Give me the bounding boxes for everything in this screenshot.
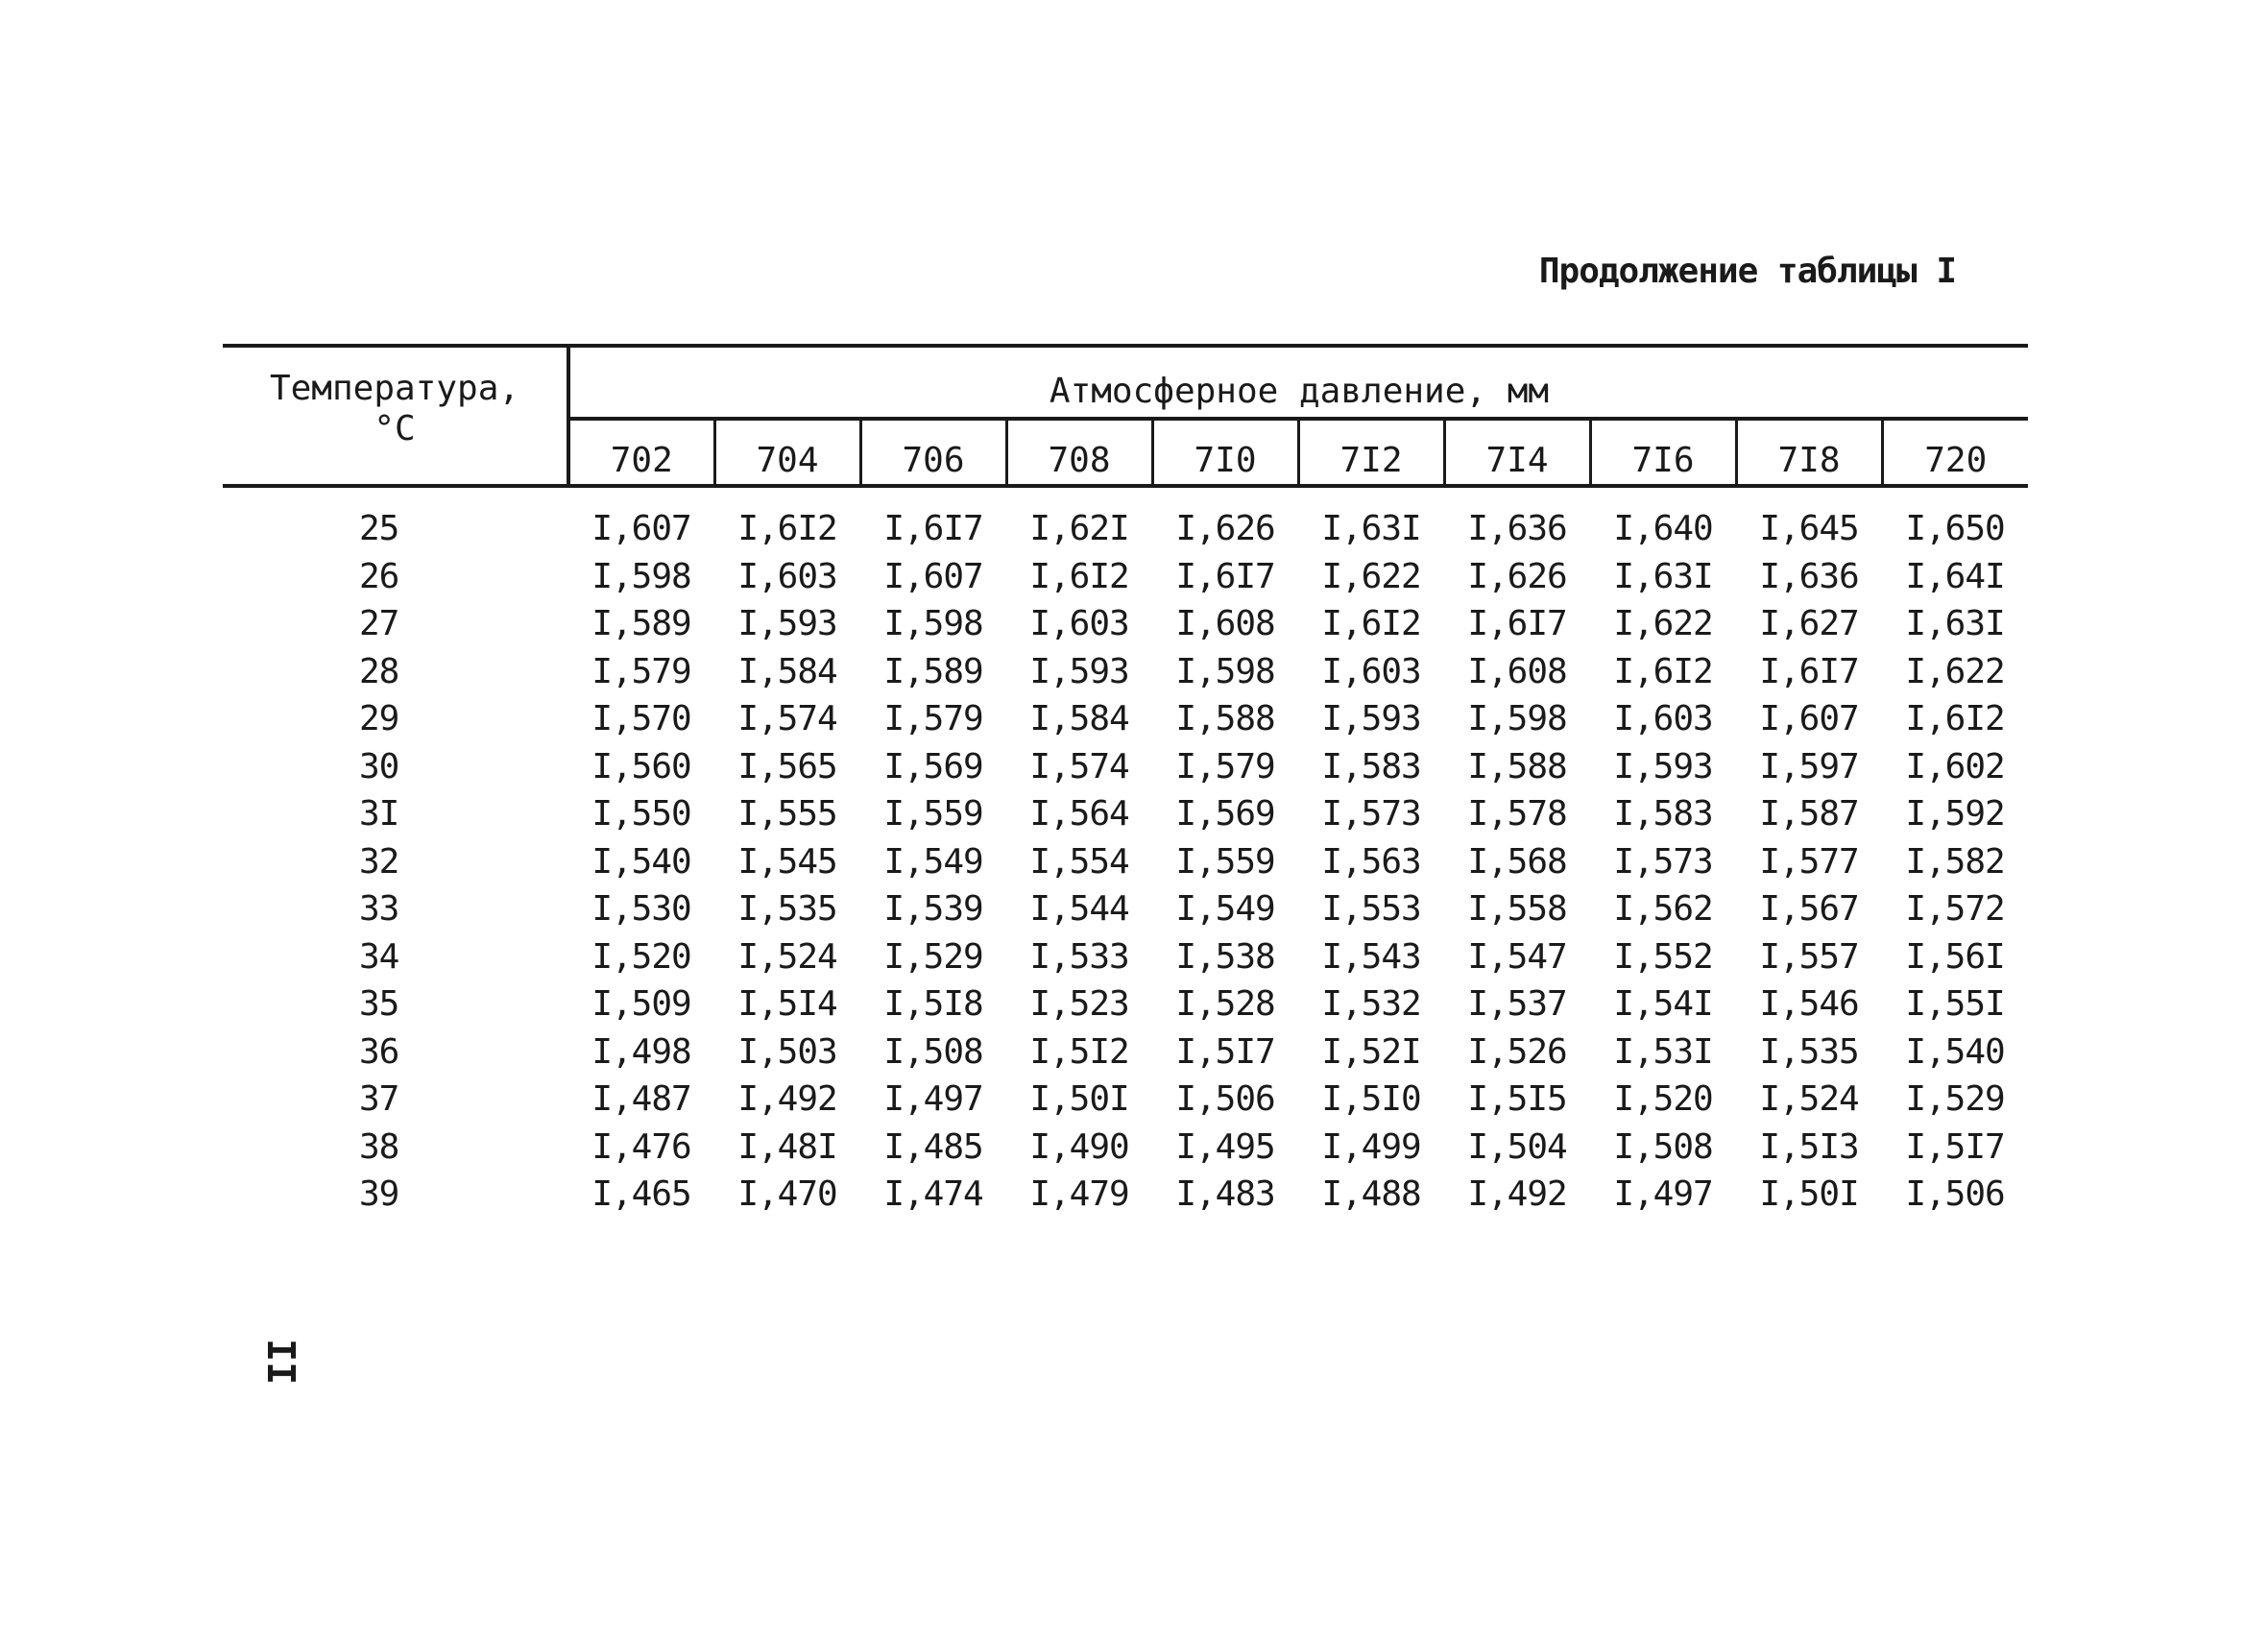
- pressure-header-cell: 702: [568, 419, 714, 486]
- value-cell: I,582: [1905, 841, 2005, 882]
- value-cell: I,579: [1175, 746, 1275, 786]
- value-cell: I,488: [1321, 1174, 1421, 1215]
- pressure-header-cell: 708: [1006, 419, 1152, 486]
- value-cell: I,498: [591, 1031, 691, 1072]
- value-cell: I,552: [1613, 936, 1713, 977]
- value-cell: I,524: [1759, 1079, 1859, 1120]
- value-cell: I,593: [737, 604, 837, 644]
- value-cell: I,593: [1029, 651, 1129, 691]
- value-cell: I,474: [883, 1174, 983, 1215]
- value-cell: I,55I: [1905, 984, 2005, 1025]
- value-cell: I,603: [1029, 604, 1129, 644]
- value-cell: I,509: [591, 984, 691, 1025]
- value-cell: I,63I: [1905, 604, 2005, 644]
- value-cell: I,636: [1759, 556, 1859, 596]
- value-cell: I,593: [1613, 746, 1713, 786]
- table-caption: Продолжение таблицы I: [1538, 252, 1956, 291]
- value-cell: I,603: [1613, 699, 1713, 739]
- value-cell: I,626: [1175, 509, 1275, 549]
- value-cell: I,476: [591, 1126, 691, 1167]
- table-row: [223, 743, 2028, 791]
- value-cell: I,567: [1759, 889, 1859, 930]
- table-row: [223, 486, 2028, 553]
- value-cell: I,587: [1759, 794, 1859, 835]
- value-cell: I,5I7: [1905, 1126, 2005, 1167]
- value-cell: I,6I7: [1467, 604, 1567, 644]
- temperature-cell: 38: [359, 1126, 399, 1167]
- value-cell: I,579: [883, 699, 983, 739]
- table-row: [223, 553, 2028, 601]
- table-body: [223, 486, 2028, 1219]
- value-cell: I,627: [1759, 604, 1859, 644]
- value-cell: I,53I: [1613, 1031, 1713, 1072]
- temperature-cell: 3I: [359, 794, 399, 835]
- value-cell: I,577: [1759, 841, 1859, 882]
- value-cell: I,523: [1029, 984, 1129, 1025]
- value-cell: I,508: [1613, 1126, 1713, 1167]
- value-cell: I,50I: [1759, 1174, 1859, 1215]
- value-cell: I,537: [1467, 984, 1567, 1025]
- pressure-header-cell: 704: [714, 419, 860, 486]
- value-cell: I,608: [1175, 604, 1275, 644]
- value-cell: I,540: [1905, 1031, 2005, 1072]
- value-cell: I,64I: [1905, 556, 2005, 596]
- value-cell: I,52I: [1321, 1031, 1421, 1072]
- value-cell: I,470: [737, 1174, 837, 1215]
- value-cell: I,598: [883, 604, 983, 644]
- value-cell: I,563: [1321, 841, 1421, 882]
- table-row: [223, 695, 2028, 743]
- value-cell: I,485: [883, 1126, 983, 1167]
- value-cell: I,555: [737, 794, 837, 835]
- value-cell: I,558: [1467, 889, 1567, 930]
- value-cell: I,526: [1467, 1031, 1567, 1072]
- pressure-header-cell: 706: [860, 419, 1006, 486]
- table-row: [223, 1076, 2028, 1124]
- value-cell: I,559: [1175, 841, 1275, 882]
- data-table-container: [223, 344, 2028, 1219]
- value-cell: I,549: [883, 841, 983, 882]
- value-cell: I,508: [883, 1031, 983, 1072]
- value-cell: I,6I7: [883, 509, 983, 549]
- value-cell: I,568: [1467, 841, 1567, 882]
- value-cell: I,535: [737, 889, 837, 930]
- temperature-cell: 35: [359, 984, 399, 1025]
- value-cell: I,574: [1029, 746, 1129, 786]
- value-cell: I,589: [591, 604, 691, 644]
- value-cell: I,578: [1467, 794, 1567, 835]
- table-row: [223, 1171, 2028, 1219]
- value-cell: I,5I5: [1467, 1079, 1567, 1120]
- value-cell: I,573: [1321, 794, 1421, 835]
- value-cell: I,598: [1175, 651, 1275, 691]
- value-cell: I,63I: [1613, 556, 1713, 596]
- value-cell: I,557: [1759, 936, 1859, 977]
- value-cell: I,487: [591, 1079, 691, 1120]
- value-cell: I,598: [1467, 699, 1567, 739]
- density-table: [223, 344, 2028, 1219]
- table-row: [223, 790, 2028, 838]
- table-row: [223, 600, 2028, 648]
- value-cell: I,506: [1175, 1079, 1275, 1120]
- value-cell: I,543: [1321, 936, 1421, 977]
- value-cell: I,592: [1905, 794, 2005, 835]
- value-cell: I,645: [1759, 509, 1859, 549]
- temperature-cell: 30: [359, 746, 399, 786]
- value-cell: I,588: [1175, 699, 1275, 739]
- value-cell: I,492: [1467, 1174, 1567, 1215]
- value-cell: I,54I: [1613, 984, 1713, 1025]
- value-cell: I,6I2: [1905, 699, 2005, 739]
- value-cell: I,640: [1613, 509, 1713, 549]
- value-cell: I,497: [1613, 1174, 1713, 1215]
- value-cell: I,626: [1467, 556, 1567, 596]
- value-cell: I,597: [1759, 746, 1859, 786]
- value-cell: I,497: [883, 1079, 983, 1120]
- value-cell: I,6I2: [1613, 651, 1713, 691]
- temperature-cell: 37: [359, 1079, 399, 1120]
- value-cell: I,529: [883, 936, 983, 977]
- value-cell: I,608: [1467, 651, 1567, 691]
- value-cell: I,549: [1175, 889, 1275, 930]
- value-cell: I,572: [1905, 889, 2005, 930]
- value-cell: I,546: [1759, 984, 1859, 1025]
- value-cell: I,495: [1175, 1126, 1275, 1167]
- value-cell: I,63I: [1321, 509, 1421, 549]
- value-cell: I,5I7: [1175, 1031, 1275, 1072]
- value-cell: I,565: [737, 746, 837, 786]
- value-cell: I,56I: [1905, 936, 2005, 977]
- pressure-header-cell: 7I0: [1152, 419, 1298, 486]
- value-cell: I,540: [591, 841, 691, 882]
- temperature-cell: 33: [359, 889, 399, 930]
- value-cell: I,622: [1321, 556, 1421, 596]
- value-cell: I,593: [1321, 699, 1421, 739]
- value-cell: I,574: [737, 699, 837, 739]
- value-cell: I,547: [1467, 936, 1567, 977]
- value-cell: I,465: [591, 1174, 691, 1215]
- temperature-cell: 39: [359, 1174, 399, 1215]
- table-row: [223, 885, 2028, 933]
- pressure-header-cell: 7I8: [1736, 419, 1882, 486]
- value-cell: I,532: [1321, 984, 1421, 1025]
- table-row: [223, 933, 2028, 981]
- value-cell: I,535: [1759, 1031, 1859, 1072]
- temperature-unit-label: °C: [374, 409, 416, 448]
- value-cell: I,506: [1905, 1174, 2005, 1215]
- value-cell: I,6I2: [1321, 604, 1421, 644]
- value-cell: I,588: [1467, 746, 1567, 786]
- value-cell: I,533: [1029, 936, 1129, 977]
- value-cell: I,479: [1029, 1174, 1129, 1215]
- table-row: [223, 838, 2028, 886]
- value-cell: I,579: [591, 651, 691, 691]
- pressure-header-cell: 7I6: [1590, 419, 1736, 486]
- temperature-cell: 25: [359, 509, 399, 549]
- value-cell: I,529: [1905, 1079, 2005, 1120]
- value-cell: I,528: [1175, 984, 1275, 1025]
- value-cell: I,602: [1905, 746, 2005, 786]
- value-cell: I,603: [737, 556, 837, 596]
- value-cell: I,5I2: [1029, 1031, 1129, 1072]
- value-cell: I,607: [591, 509, 691, 549]
- value-cell: I,6I2: [1029, 556, 1129, 596]
- value-cell: I,6I2: [737, 509, 837, 549]
- value-cell: I,607: [1759, 699, 1859, 739]
- value-cell: I,503: [737, 1031, 837, 1072]
- value-cell: I,607: [883, 556, 983, 596]
- table-row: [223, 980, 2028, 1028]
- value-cell: I,650: [1905, 509, 2005, 549]
- value-cell: I,5I0: [1321, 1079, 1421, 1120]
- value-cell: I,584: [1029, 699, 1129, 739]
- value-cell: I,5I8: [883, 984, 983, 1025]
- temperature-cell: 27: [359, 604, 399, 644]
- value-cell: I,520: [591, 936, 691, 977]
- value-cell: I,570: [591, 699, 691, 739]
- value-cell: I,6I7: [1759, 651, 1859, 691]
- value-cell: I,598: [591, 556, 691, 596]
- value-cell: I,50I: [1029, 1079, 1129, 1120]
- value-cell: I,569: [883, 746, 983, 786]
- page-number: II: [258, 1338, 303, 1386]
- value-cell: I,492: [737, 1079, 837, 1120]
- value-cell: I,636: [1467, 509, 1567, 549]
- value-cell: I,499: [1321, 1126, 1421, 1167]
- value-cell: I,583: [1321, 746, 1421, 786]
- value-cell: I,622: [1613, 604, 1713, 644]
- value-cell: I,5I3: [1759, 1126, 1859, 1167]
- value-cell: I,48I: [737, 1126, 837, 1167]
- value-cell: I,554: [1029, 841, 1129, 882]
- value-cell: I,584: [737, 651, 837, 691]
- value-cell: I,569: [1175, 794, 1275, 835]
- table-row: [223, 648, 2028, 696]
- value-cell: I,6I7: [1175, 556, 1275, 596]
- value-cell: I,504: [1467, 1126, 1567, 1167]
- value-cell: I,62I: [1029, 509, 1129, 549]
- table-row: [223, 1124, 2028, 1172]
- value-cell: I,530: [591, 889, 691, 930]
- value-cell: I,589: [883, 651, 983, 691]
- value-cell: I,622: [1905, 651, 2005, 691]
- value-cell: I,539: [883, 889, 983, 930]
- value-cell: I,603: [1321, 651, 1421, 691]
- value-cell: I,573: [1613, 841, 1713, 882]
- value-cell: I,553: [1321, 889, 1421, 930]
- value-cell: I,550: [591, 794, 691, 835]
- table-row: [223, 1028, 2028, 1077]
- temperature-cell: 36: [359, 1031, 399, 1072]
- value-cell: I,564: [1029, 794, 1129, 835]
- value-cell: I,562: [1613, 889, 1713, 930]
- value-cell: I,538: [1175, 936, 1275, 977]
- value-cell: I,483: [1175, 1174, 1275, 1215]
- pressure-group-header: Атмосферное давление, мм: [568, 346, 2028, 419]
- temperature-header-label: Температура,: [269, 369, 520, 408]
- value-cell: I,559: [883, 794, 983, 835]
- value-cell: I,524: [737, 936, 837, 977]
- value-cell: I,520: [1613, 1079, 1713, 1120]
- pressure-header-cell: 720: [1882, 419, 2028, 486]
- value-cell: I,490: [1029, 1126, 1129, 1167]
- temperature-cell: 28: [359, 651, 399, 691]
- temperature-cell: 34: [359, 936, 399, 977]
- temperature-cell: 26: [359, 556, 399, 596]
- value-cell: I,545: [737, 841, 837, 882]
- value-cell: I,560: [591, 746, 691, 786]
- value-cell: I,544: [1029, 889, 1129, 930]
- value-cell: I,583: [1613, 794, 1713, 835]
- temperature-cell: 32: [359, 841, 399, 882]
- temperature-cell: 29: [359, 699, 399, 739]
- value-cell: I,5I4: [737, 984, 837, 1025]
- temperature-column-header: [223, 346, 568, 486]
- pressure-header-cell: 7I2: [1298, 419, 1444, 486]
- pressure-header-cell: 7I4: [1444, 419, 1590, 486]
